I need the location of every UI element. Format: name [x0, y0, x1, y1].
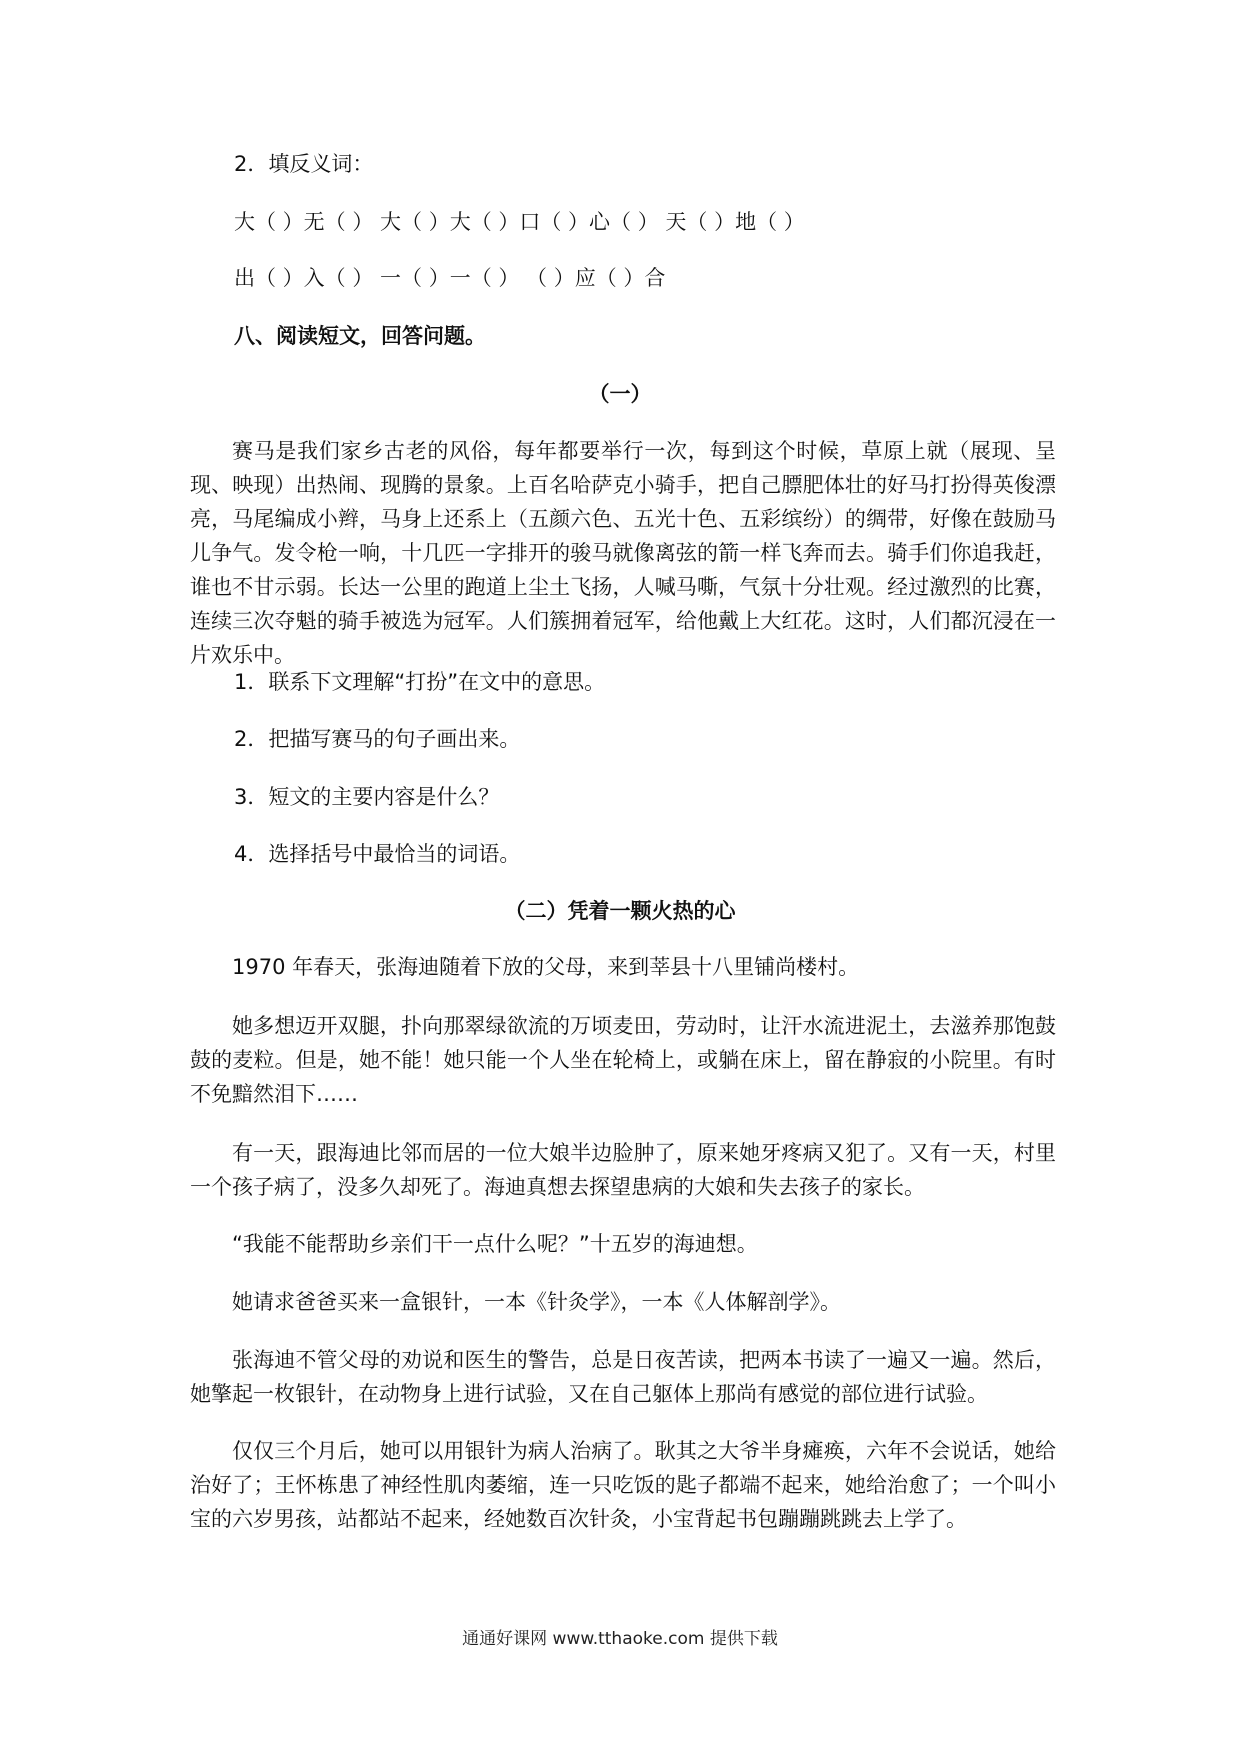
passage2-paragraph-3: 有一天，跟海迪比邻而居的一位大娘半边脸肿了，原来她牙疼病又犯了。又有一天，村里一个孩子病了，没多久却死了。海迪真想去探望患病的大娘和失去孩子的家长。: [190, 1141, 1056, 1199]
passage1-question-1: 1．联系下文理解“打扮”在文中的意思。: [234, 670, 606, 694]
antonyms-row-2: 出（ ）入（ ） 一（ ）一（ ） （ ）应（ ）合: [234, 266, 666, 290]
passage1-question-2: 2．把描写赛马的句子画出来。: [234, 727, 521, 751]
passage2-paragraph-5: 她请求爸爸买来一盒银针，一本《针灸学》，一本《人体解剖学》。: [232, 1290, 841, 1314]
passage2-paragraph-7: 仅仅三个月后，她可以用银针为病人治病了。耿其之大爷半身瘫痪，六年不会说话，她给治好了；王怀栋患了神经性肌肉萎缩，连一只吃饭的匙子都端不起来，她给治愈了；一个叫小宝的六岁男孩，站都站不起来，经她数百次针灸，小宝背起书包蹦蹦跳跳去上学了。: [190, 1439, 1056, 1531]
reading-section-heading: 八、阅读短文，回答问题。: [234, 324, 486, 348]
passage1-title: （一）: [588, 382, 652, 406]
passage1-text: 赛马是我们家乡古老的风俗，每年都要举行一次，每到这个时候，草原上就（展现、呈现、映现）出热闹、现腾的景象。上百名哈萨克小骑手，把自己膘肥体壮的好马打扮得英俊漂亮，马尾编成小辫，马身上还系上（五颜六色、五光十色、五彩缤纷）的绸带，好像在鼓励马儿争气。发令枪一响，十几匹一字排开的骏马就像离弦的箭一样飞奔而去。骑手们你追我赶，谁也不甘示弱。长达一公里的跑道上尘土飞扬，人喊马嘶，气氛十分壮观。经过激烈的比赛，连续三次夺魁的骑手被选为冠军。人们簇拥着冠军，给他戴上大红花。这时，人们都沉浸在一片欢乐中。: [190, 439, 1056, 667]
passage2-paragraph-6: 张海迪不管父母的劝说和医生的警告，总是日夜苦读，把两本书读了一遍又一遍。然后，她擎起一枚银针，在动物身上进行试验，又在自己躯体上那尚有感觉的部位进行试验。: [190, 1348, 1056, 1406]
passage2-paragraph-2: 她多想迈开双腿，扑向那翠绿欲流的万顷麦田，劳动时，让汗水流进泥土，去滋养那饱鼓鼓的麦粒。但是，她不能！她只能一个人坐在轮椅上，或躺在床上，留在静寂的小院里。有时不免黯然泪下……: [190, 1014, 1056, 1106]
passage2-title: （二）凭着一颗火热的心: [504, 899, 736, 923]
passage2-paragraph-4: “我能不能帮助乡亲们干一点什么呢？”十五岁的海迪想。: [232, 1232, 758, 1256]
passage1-question-3: 3．短文的主要内容是什么？: [234, 785, 500, 809]
passage2-paragraph-1: 1970 年春天，张海迪随着下放的父母，来到莘县十八里铺尚楼村。: [232, 955, 860, 979]
page-footer: 通通好课网 www.tthaoke.com 提供下载: [462, 1629, 778, 1649]
fill-antonyms-label: 2．填反义词：: [234, 152, 374, 176]
passage1-question-4: 4．选择括号中最恰当的词语。: [234, 842, 521, 866]
antonyms-row-1: 大（ ）无（ ） 大（ ）大（ ）口（ ）心（ ） 天（ ）地（ ）: [234, 210, 805, 234]
